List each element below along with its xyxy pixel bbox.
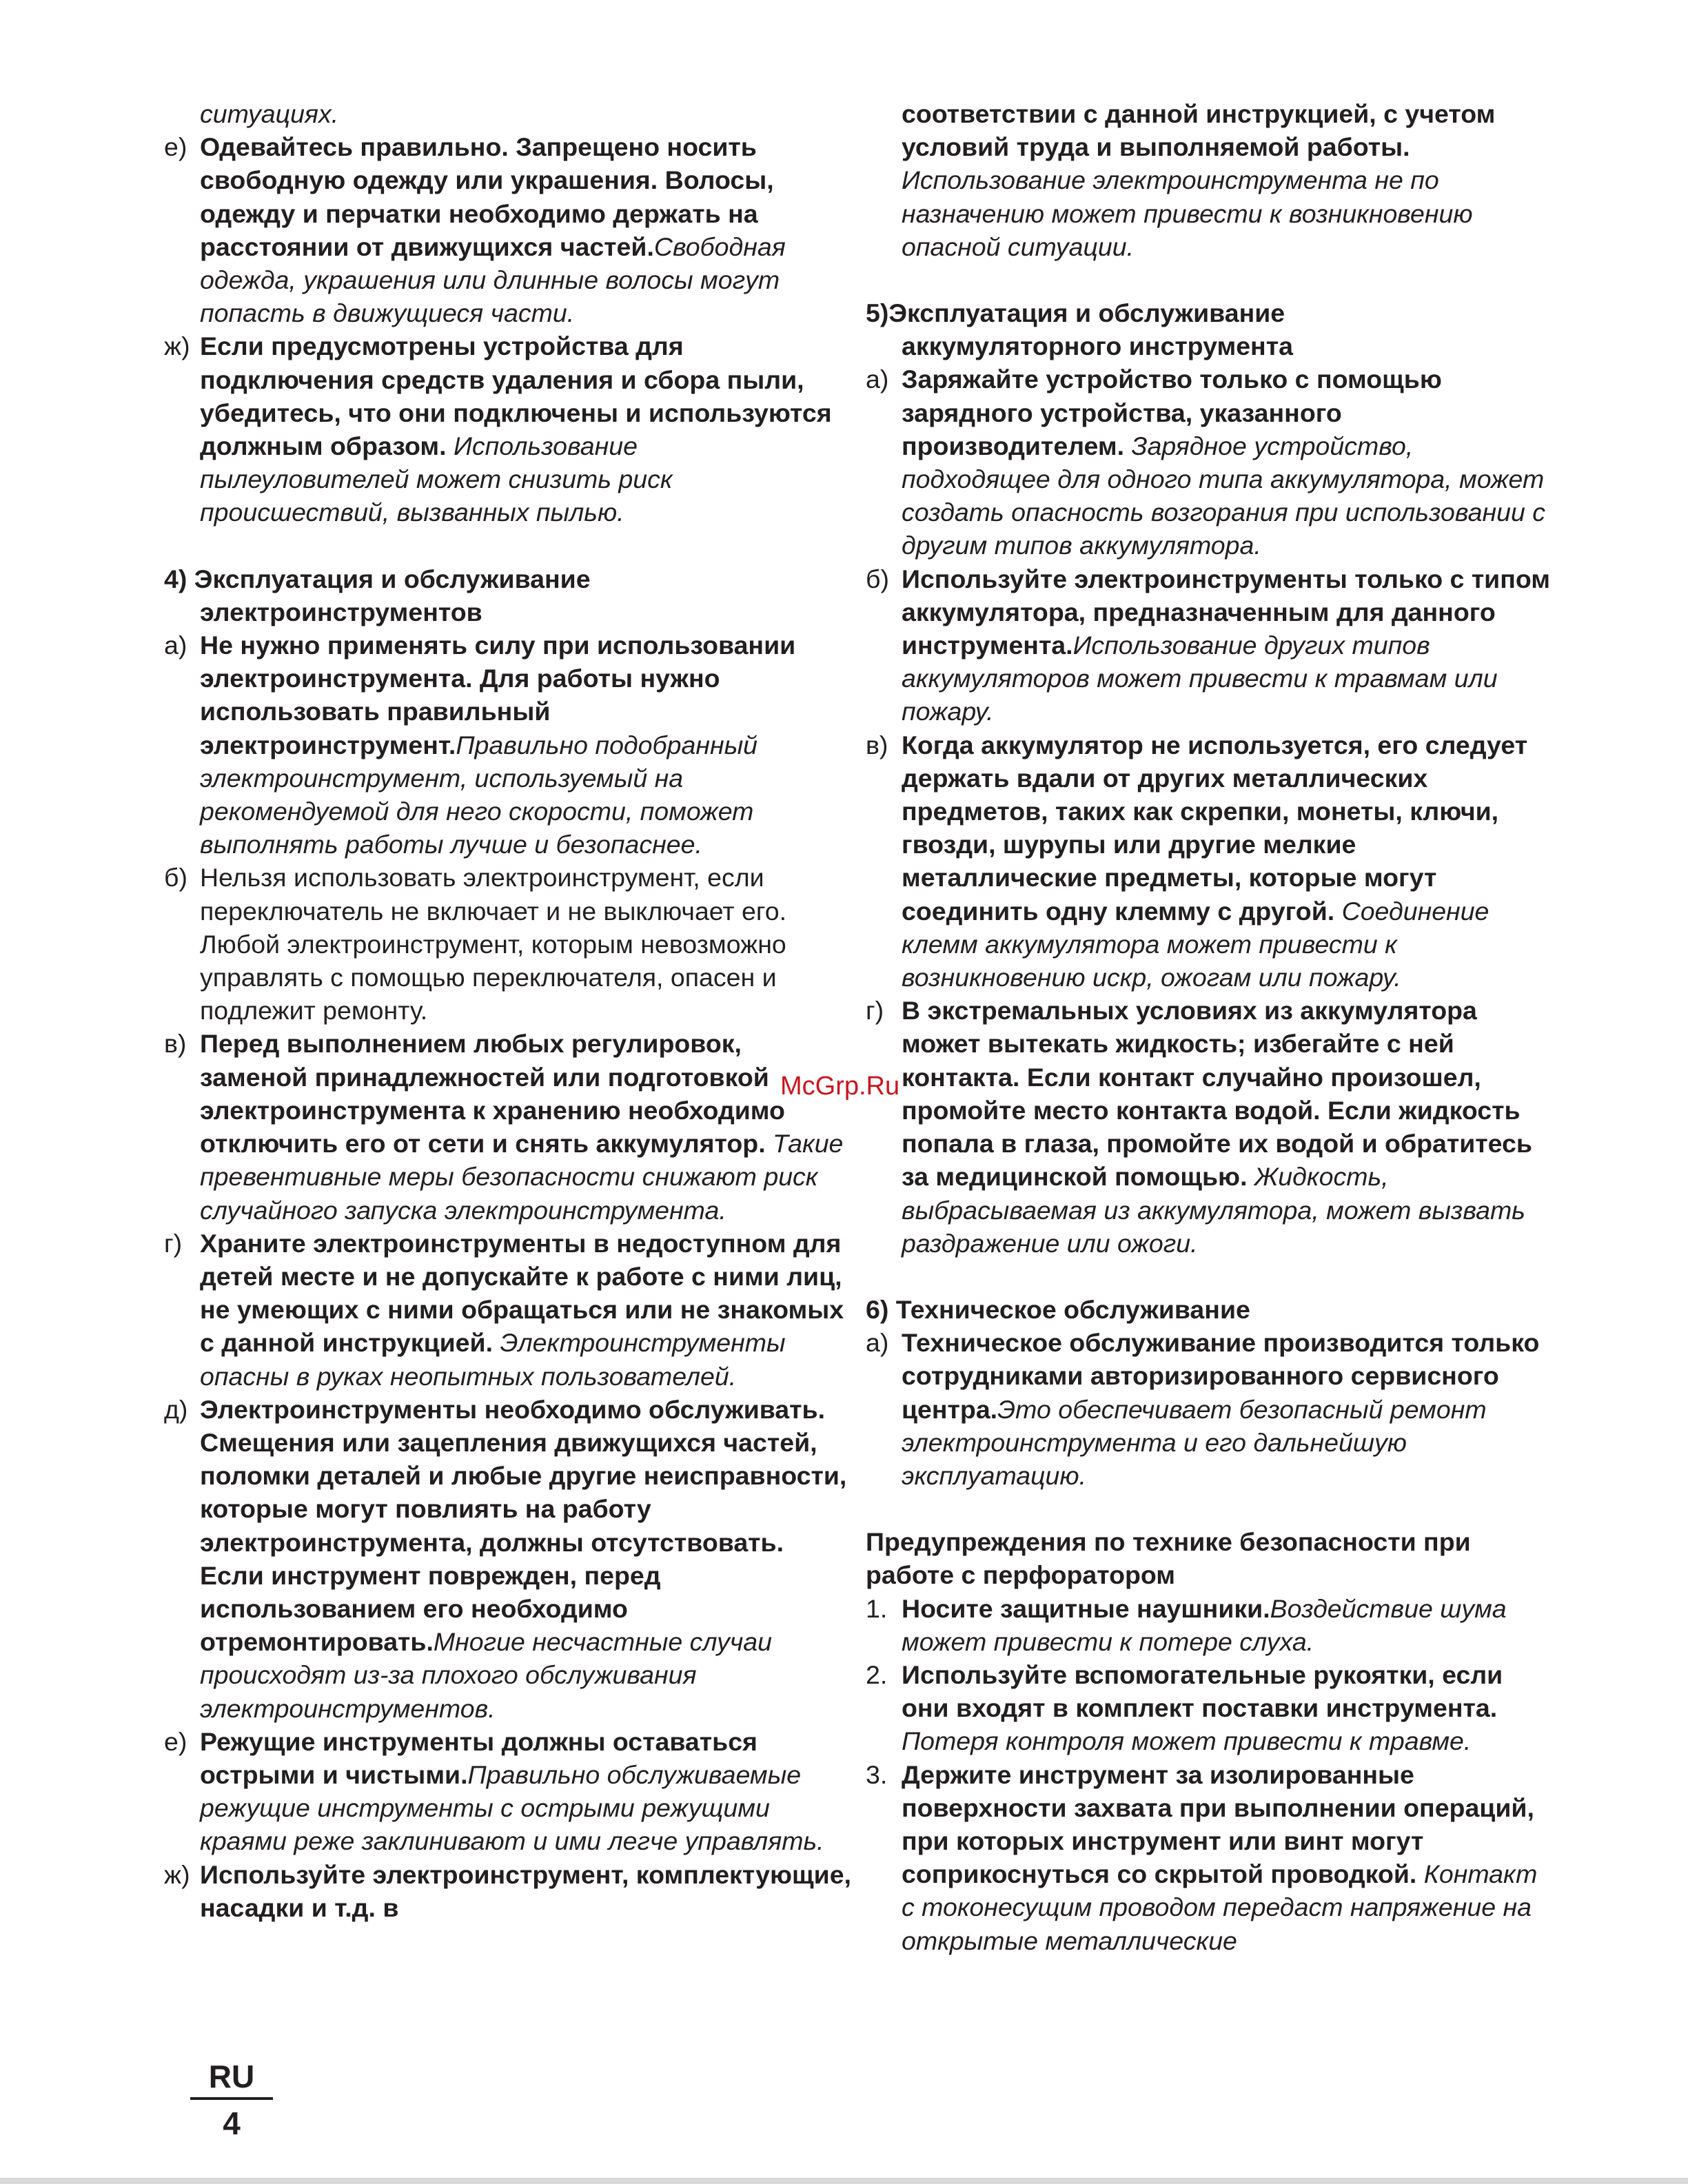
bottom-band bbox=[0, 2178, 1688, 2184]
item-italic-text: Потеря контроля может привести к травме. bbox=[902, 1726, 1472, 1756]
item-marker: е) bbox=[164, 1726, 187, 1756]
item-bold-text: Режущие инструменты должны оставаться острыми и чистыми. bbox=[200, 1726, 765, 1789]
item-marker: г) bbox=[866, 996, 884, 1025]
right-column bbox=[866, 97, 1558, 1957]
item-marker: в) bbox=[164, 1029, 187, 1059]
item-italic-text: Использование пылеуловителей может снизить риск происшествий, вызванных пылью. bbox=[200, 431, 680, 527]
continuation-text: ситуациях. bbox=[200, 99, 339, 128]
list-item bbox=[164, 130, 853, 329]
section-title-line1: Эксплуатация и обслуживание bbox=[194, 564, 591, 593]
item-italic-text: Соединение клемм аккумулятора может привести к возникновению искр, ожогам или пожару. bbox=[902, 896, 1496, 992]
page-number: 4 bbox=[223, 2105, 241, 2141]
list-item bbox=[164, 861, 853, 1027]
list-item bbox=[164, 1027, 853, 1226]
item-marker: 2. bbox=[866, 1660, 888, 1689]
item-bold-text: Используйте электроинструмент, комплектующие, насадки и т.д. в bbox=[200, 1859, 859, 1922]
section-heading: 6) Техническое обслуживание bbox=[866, 1294, 1250, 1324]
list-item bbox=[866, 1758, 1555, 1957]
footer-divider bbox=[190, 2097, 273, 2100]
warnings-heading: Предупреждения по технике безопасности при работе с перфоратором bbox=[866, 1527, 1471, 1590]
item-marker: д) bbox=[164, 1394, 188, 1424]
section-number: 5) bbox=[866, 298, 889, 328]
list-item bbox=[866, 1326, 1555, 1492]
item-marker: б) bbox=[866, 564, 889, 593]
item-italic-text: Жидкость, выбрасываемая из аккумулятора, может вызвать раздражение или ожоги. bbox=[902, 1162, 1533, 1258]
item-bold-text: Не нужно применять силу при использовании электроинструмента. Для работы нужно использовать правильный электроинструмент. bbox=[200, 631, 803, 759]
item-marker: 3. bbox=[866, 1759, 888, 1789]
section-title-line2: электроинструментов bbox=[200, 597, 482, 626]
item-marker: ж) bbox=[164, 331, 190, 361]
section-title-line2: аккумуляторного инструмента bbox=[902, 331, 1293, 361]
list-item bbox=[164, 329, 853, 529]
item-bold-text: Держите инструмент за изолированные поверхности захвата при выполнении операций, при которых инструмент или винт могут соприкоснуться со скрытой проводкой. bbox=[902, 1759, 1542, 1889]
item-bold-text: Если предусмотрены устройства для подключения средств удаления и сбора пыли, убедитесь, что они подключены и используются должным образом. bbox=[200, 331, 839, 461]
item-bold-text: Заряжайте устройство только с помощью зарядного устройства, указанного производителем. bbox=[902, 365, 1450, 460]
item-plain-text: Нельзя использовать электроинструмент, если переключатель не включает и не выключает его. Любой электроинструмент, которым невозможно управлять с помощью переключателя, опасен и подлежит ремонту. bbox=[200, 863, 786, 1025]
left-column bbox=[164, 97, 859, 1924]
list-item bbox=[866, 728, 1555, 994]
item-italic-text: Многие несчастные случаи происходят из-за плохого обслуживания электроинструментов. bbox=[200, 1627, 780, 1723]
section-title-line1: Эксплуатация и обслуживание bbox=[888, 298, 1285, 328]
item-bold-text: В экстремальных условиях из аккумулятора может вытекать жидкость; избегайте с ней контакта. Если контакт случайно произошел, промойте место контакта водой. Если жидкость попала в глаза, промойте их водой и обратитесь за медицинской помощью. bbox=[902, 996, 1540, 1192]
list-item bbox=[164, 1393, 853, 1725]
list-item bbox=[866, 1592, 1555, 1658]
item-marker: е) bbox=[164, 132, 187, 162]
item-bold-text: Храните электроинструменты в недоступном для детей месте и не допускайте к работе с ними лиц, не умеющих с ними обращаться или не знакомых с данной инструкцией. bbox=[200, 1228, 851, 1358]
item-marker: а) bbox=[866, 1328, 889, 1358]
item-bold-text: Электроинструменты необходимо обслуживать. Смещения или зацепления движущихся частей, поломки деталей и любые другие неисправности, которые могут повлиять на работу электроинструмента, должны отсутствовать. Если инструмент поврежден, перед использованием его необходимо отремонтировать. bbox=[200, 1394, 854, 1657]
section-number: 4) bbox=[164, 564, 187, 593]
item-bold-text: Перед выполнением любых регулировок, заменой принадлежностей или подготовкой электроинструмента к хранению необходимо отключить его от сети и снять аккумулятор. bbox=[200, 1029, 793, 1159]
item-marker: а) bbox=[164, 631, 187, 660]
item-italic-text: Правильно обслуживаемые режущие инструменты с острыми режущими краями реже заклинивают и ими легче управлять. bbox=[200, 1759, 824, 1856]
item-bold-text: Используйте вспомогательные рукоятки, если они входят в комплект поставки инструмента. bbox=[902, 1660, 1510, 1723]
item-marker: а) bbox=[866, 365, 889, 394]
continuation-block bbox=[866, 97, 1555, 263]
watermark: McGrp.Ru bbox=[780, 1072, 900, 1101]
continuation-italic-text: Использование электроинструмента не по назначению может привести к возникновению опасной ситуации. bbox=[902, 165, 1481, 261]
language-label: RU bbox=[208, 2059, 255, 2094]
continuation-bold-text: соответствии с данной инструкцией, с учетом условий труда и выполняемой работы. bbox=[902, 99, 1503, 162]
item-italic-text: Воздействие шума может привести к потере слуха. bbox=[902, 1593, 1514, 1656]
item-italic-text: Правильно подобранный электроинструмент, используемый на рекомендуемой для него скорости, поможет выполнять работы лучше и безопаснее. bbox=[200, 730, 765, 859]
list-item bbox=[164, 1858, 859, 1924]
list-item bbox=[164, 1227, 853, 1393]
list-item bbox=[866, 1658, 1555, 1758]
item-marker: г) bbox=[164, 1228, 183, 1258]
section-heading bbox=[164, 562, 853, 629]
item-italic-text: Электроинструменты опасны в руках неопытных пользователей. bbox=[200, 1328, 793, 1391]
item-italic-text: Контакт с токонесущим проводом передаст напряжение на открытые металлические bbox=[902, 1859, 1545, 1955]
item-marker: б) bbox=[164, 863, 187, 892]
item-italic-text: Зарядное устройство, подходящее для одного типа аккумулятора, может создать опасность возгорания при использовании с другим типов аккумулятора. bbox=[902, 431, 1553, 560]
item-marker: в) bbox=[866, 730, 888, 759]
list-item bbox=[866, 562, 1558, 728]
list-item bbox=[866, 994, 1555, 1260]
item-bold-text: Носите защитные наушники. bbox=[902, 1593, 1270, 1623]
item-bold-text: Одевайтесь правильно. Запрещено носить свободную одежду или украшения. Волосы, одежду и перчатки необходимо держать на расстоянии от движущихся частей. bbox=[200, 132, 782, 261]
item-italic-text: Свободная одежда, украшения или длинные волосы могут попасть в движущиеся части. bbox=[200, 232, 793, 328]
item-italic-text: Использование других типов аккумуляторов может привести к травмам или пожару. bbox=[902, 631, 1505, 726]
list-item bbox=[164, 1725, 853, 1858]
item-bold-text: Когда аккумулятор не используется, его следует держать вдали от других металлических предметов, таких как скрепки, монеты, ключи, гвозди, шурупы или другие мелкие металлические предметы, которые могут соединить одну клемму с другой. bbox=[902, 730, 1535, 926]
item-bold-text: Используйте электроинструменты только с типом аккумулятора, предназначенным для данного инструмента. bbox=[902, 564, 1558, 660]
item-italic-text: Это обеспечивает безопасный ремонт электроинструмента и его дальнейшую эксплуатацию. bbox=[902, 1394, 1494, 1490]
list-item bbox=[164, 629, 853, 861]
item-marker: 1. bbox=[866, 1593, 888, 1623]
section-heading bbox=[866, 296, 1555, 363]
item-bold-text: Техническое обслуживание производится только сотрудниками авторизированного сервисного центра. bbox=[902, 1328, 1547, 1424]
item-italic-text: Такие превентивные меры безопасности снижают риск случайного запуска электроинструмента. bbox=[200, 1129, 851, 1225]
item-marker: ж) bbox=[164, 1859, 190, 1889]
list-item bbox=[866, 363, 1555, 562]
